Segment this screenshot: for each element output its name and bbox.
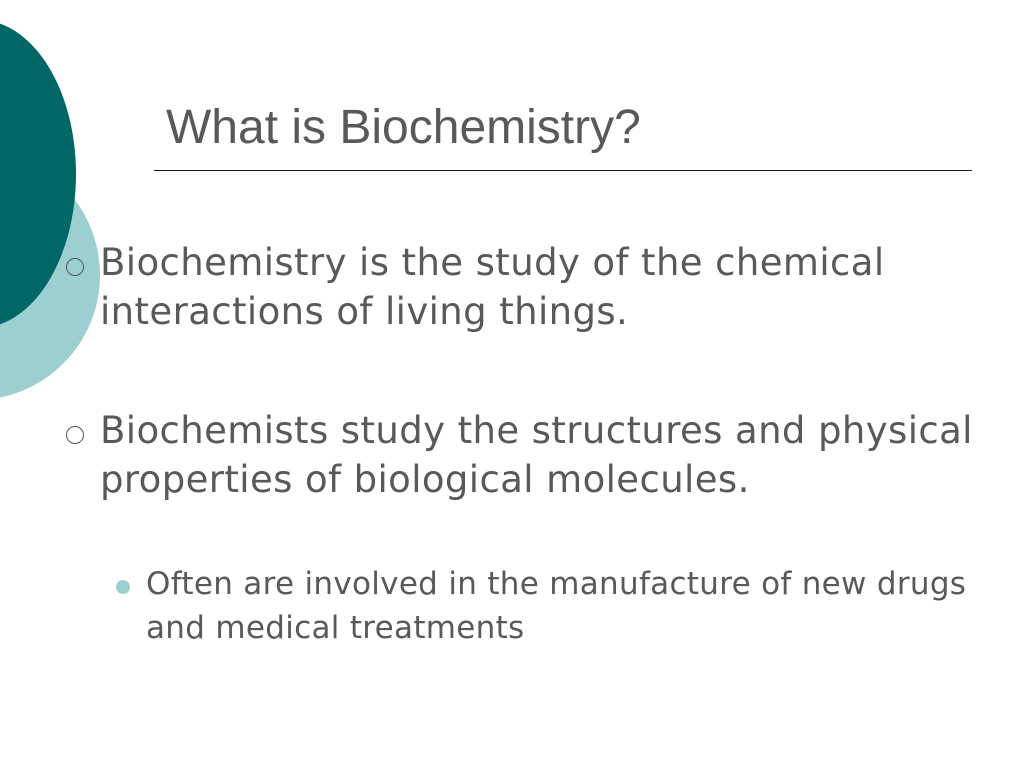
filled-circle-bullet-icon <box>116 580 130 594</box>
slide-title: What is Biochemistry? <box>166 101 641 154</box>
hollow-circle-bullet-icon <box>66 258 84 276</box>
title-underline <box>154 170 972 171</box>
bullet-text: Biochemistry is the study of the chemical interactions of living things. <box>100 241 885 333</box>
hollow-circle-bullet-icon <box>66 426 84 444</box>
sub-bullet-text: Often are involved in the manufacture of new drugs and medical treatments <box>146 566 967 646</box>
bullet-text: Biochemists study the structures and physical properties of biological molecules. <box>100 409 973 501</box>
